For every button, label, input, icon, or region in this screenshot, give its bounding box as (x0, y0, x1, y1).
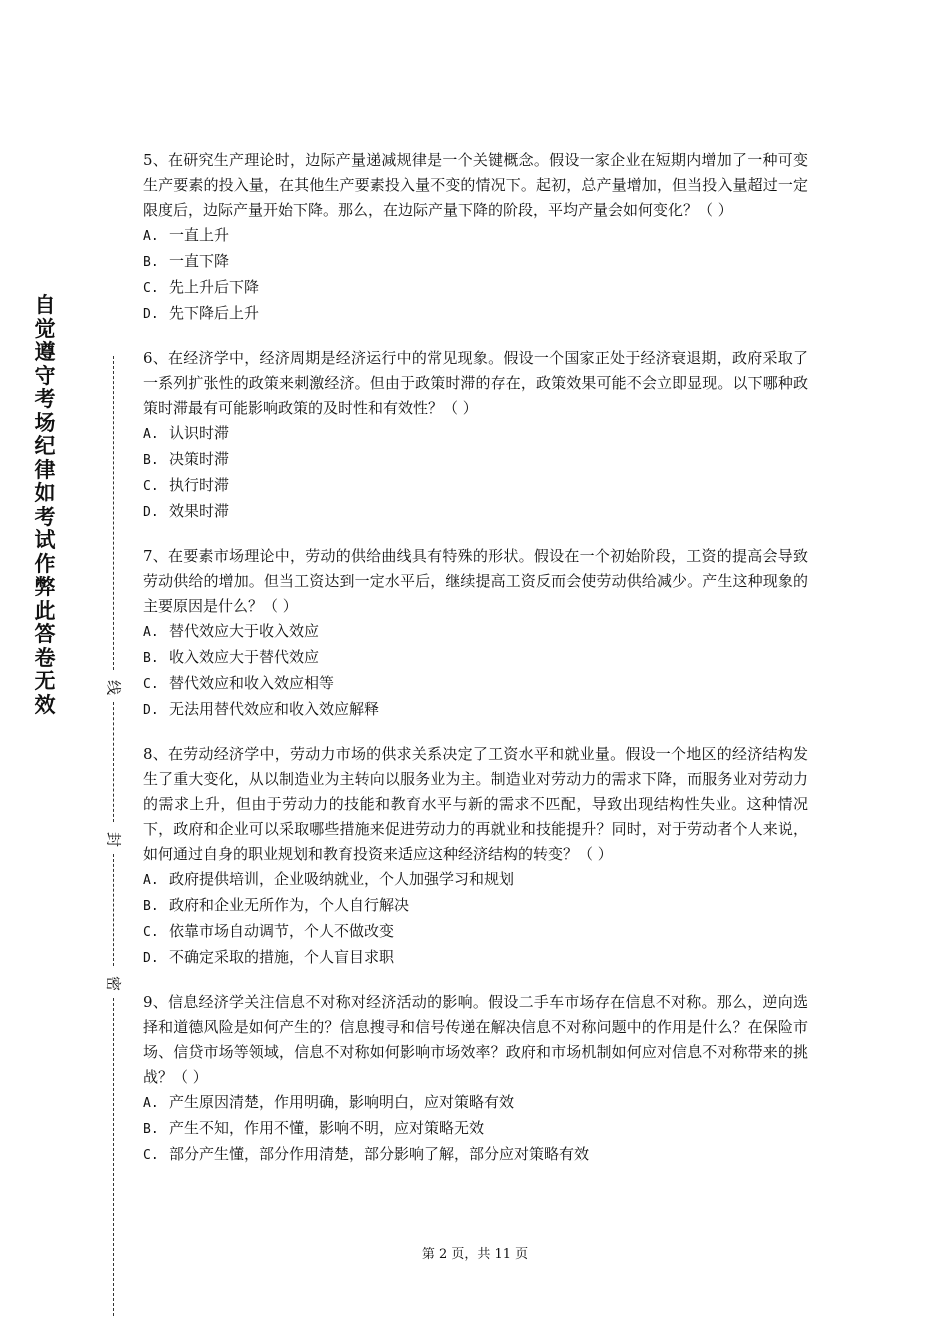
option-c[interactable] (143, 275, 808, 301)
option-text: 不确定采取的措施，个人盲目求职 (169, 948, 395, 966)
binding-dash-top (113, 356, 114, 670)
page-number-footer: 第 2 页，共 11 页 (421, 1247, 529, 1262)
option-d[interactable] (143, 697, 808, 723)
question-stem: 5、在研究生产理论时，边际产量递减规律是一个关键概念。假设一家企业在短期内增加了一种可变生产要素的投入量，在其他生产要素投入量不变的情况下。起初，总产量增加，但当投入量超过一定限度后，边际产量开始下降。那么，在边际产量下降的阶段，平均产量会如何变化？（ ） (143, 151, 808, 219)
binding-dash-mid2 (113, 854, 114, 966)
binding-dash-mid1 (113, 702, 114, 822)
option-letter: A. (143, 873, 159, 888)
option-letter: A. (143, 229, 159, 244)
question-stem: 7、在要素市场理论中，劳动的供给曲线具有特殊的形状。假设在一个初始阶段，工资的提高会导致劳动供给的增加。但当工资达到一定水平后，继续提高工资反而会使劳动供给减少。产生这种现象的主要原因是什么？（ ） (143, 547, 808, 615)
question-stem: 8、在劳动经济学中，劳动力市场的供求关系决定了工资水平和就业量。假设一个地区的经济结构发生了重大变化，从以制造业为主转向以服务业为主。制造业对劳动力的需求下降，而服务业对劳动力的需求上升，但由于劳动力的技能和教育水平与新的需求不匹配，导致出现结构性失业。这种情况下，政府和企业可以采取哪些措施来促进劳动力的再就业和技能提升？同时，对于劳动者个人来说，如何通过自身的职业规划和教育投资来适应这种经济结构的转变？（ ） (143, 745, 808, 863)
option-c[interactable] (143, 1142, 808, 1168)
option-text: 政府提供培训，企业吸纳就业，个人加强学习和规划 (169, 870, 515, 888)
option-text: 产生不知，作用不懂，影响不明，应对策略无效 (169, 1119, 485, 1137)
option-letter: B. (143, 255, 159, 270)
option-letter: B. (143, 1122, 159, 1137)
option-text: 决策时滞 (169, 450, 230, 468)
option-letter: C. (143, 281, 159, 296)
option-letter: C. (143, 479, 159, 494)
option-text: 一直上升 (169, 226, 230, 244)
option-letter: B. (143, 651, 159, 666)
seal-line-label-secret: 密 (104, 975, 123, 991)
option-letter: A. (143, 427, 159, 442)
option-text: 先上升后下降 (169, 278, 260, 296)
question-stem: 6、在经济学中，经济周期是经济运行中的常见现象。假设一个国家正处于经济衰退期，政府采取了一系列扩张性的政策来刺激经济。但由于政策时滞的存在，政策效果可能不会立即显现。以下哪种政策时滞最有可能影响政策的及时性和有效性？（ ） (143, 349, 808, 417)
option-text: 一直下降 (169, 252, 230, 270)
option-c[interactable] (143, 473, 808, 499)
option-text: 产生原因清楚，作用明确，影响明白，应对策略有效 (169, 1093, 515, 1111)
option-b[interactable] (143, 249, 808, 275)
option-b[interactable] (143, 645, 808, 671)
binding-dash-bottom (113, 998, 114, 1316)
option-letter: A. (143, 1096, 159, 1111)
option-text: 部分产生懂，部分作用清楚，部分影响了解，部分应对策略有效 (169, 1145, 590, 1163)
option-text: 政府和企业无所作为，个人自行解决 (169, 896, 410, 914)
option-letter: B. (143, 453, 159, 468)
option-letter: B. (143, 899, 159, 914)
exam-discipline-warning: 自觉遵守考场纪律如考试作弊此答卷无效 (34, 293, 56, 717)
option-letter: D. (143, 307, 159, 322)
option-letter: D. (143, 505, 159, 520)
option-d[interactable] (143, 499, 808, 525)
option-d[interactable] (143, 945, 808, 971)
option-b[interactable] (143, 447, 808, 473)
option-text: 认识时滞 (169, 424, 230, 442)
option-text: 先下降后上升 (169, 304, 260, 322)
option-b[interactable] (143, 1116, 808, 1142)
question-8 (143, 742, 808, 971)
option-a[interactable] (143, 421, 808, 447)
question-7 (143, 544, 808, 723)
option-a[interactable] (143, 1090, 808, 1116)
option-d[interactable] (143, 301, 808, 327)
option-text: 依靠市场自动调节，个人不做改变 (169, 922, 395, 940)
option-letter: D. (143, 703, 159, 718)
seal-line-label-line: 线 (104, 679, 123, 695)
question-stem: 9、信息经济学关注信息不对称对经济活动的影响。假设二手车市场存在信息不对称。那么，逆向选择和道德风险是如何产生的？信息搜寻和信号传递在解决信息不对称问题中的作用是什么？在保险市场、信贷市场等领域，信息不对称如何影响市场效率？政府和市场机制如何应对信息不对称带来的挑战？（ ） (143, 993, 808, 1086)
option-b[interactable] (143, 893, 808, 919)
option-a[interactable] (143, 619, 808, 645)
question-5 (143, 148, 808, 327)
question-9 (143, 990, 808, 1168)
option-text: 收入效应大于替代效应 (169, 648, 320, 666)
option-letter: C. (143, 677, 159, 692)
question-6 (143, 346, 808, 525)
option-a[interactable] (143, 223, 808, 249)
option-letter: D. (143, 951, 159, 966)
option-text: 执行时滞 (169, 476, 230, 494)
option-text: 替代效应和收入效应相等 (169, 674, 335, 692)
option-c[interactable] (143, 919, 808, 945)
option-text: 效果时滞 (169, 502, 230, 520)
option-a[interactable] (143, 867, 808, 893)
question-list (143, 148, 808, 1187)
option-letter: C. (143, 1148, 159, 1163)
option-letter: C. (143, 925, 159, 940)
option-text: 替代效应大于收入效应 (169, 622, 320, 640)
seal-line-label-seal: 封 (104, 831, 123, 847)
option-text: 无法用替代效应和收入效应解释 (169, 700, 380, 718)
option-c[interactable] (143, 671, 808, 697)
option-letter: A. (143, 625, 159, 640)
